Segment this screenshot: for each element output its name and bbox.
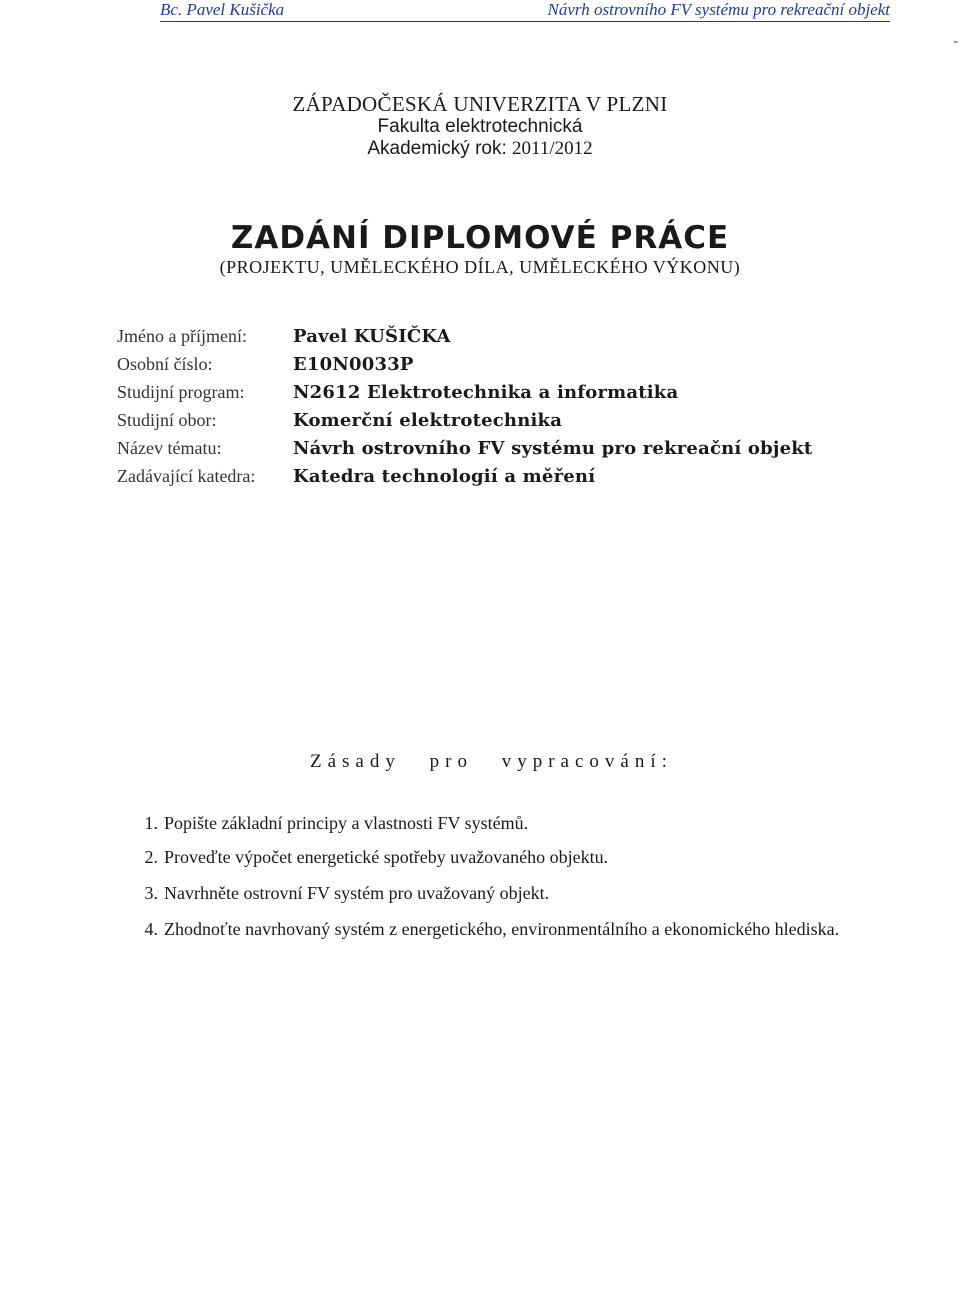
- task-number: 1.: [144, 813, 158, 833]
- task-number: 4.: [144, 919, 158, 939]
- academic-year: [0, 138, 960, 160]
- field-label: Studijní program:: [117, 382, 245, 402]
- field-label: Název tématu:: [117, 438, 222, 458]
- field-value: Katedra technologií a měření: [293, 466, 596, 487]
- task-number: 3.: [144, 883, 158, 903]
- academic-year-value: 2011/2012: [512, 138, 593, 159]
- field-label: Jméno a příjmení:: [117, 326, 247, 346]
- field-label: Osobní číslo:: [117, 354, 213, 374]
- university-name: ZÁPADOČESKÁ UNIVERZITA V PLZNI: [292, 92, 668, 116]
- field-value: Pavel KUŠIČKA: [293, 326, 451, 347]
- header-rule: [160, 21, 890, 22]
- task-text: Zhodnoťte navrhovaný systém z energetického, environmentálního a ekonomického hlediska.: [164, 919, 840, 939]
- task-number: 2.: [144, 847, 158, 867]
- field-value: E10N0033P: [293, 354, 414, 375]
- field-row-study-field: [0, 410, 960, 438]
- edge-mark: -: [953, 34, 958, 49]
- task-text: Navrhněte ostrovní FV systém pro uvažovaný objekt.: [164, 883, 550, 903]
- field-label: Studijní obor:: [117, 410, 217, 430]
- field-row-topic: [0, 438, 960, 466]
- header-author: Bc. Pavel Kušička: [160, 0, 285, 19]
- field-row-study-program: [0, 382, 960, 410]
- header-thesis-title: Návrh ostrovního FV systému pro rekreační objekt: [547, 0, 890, 19]
- field-row-personal-number: [0, 354, 960, 382]
- document-title: ZADÁNÍ DIPLOMOVÉ PRÁCE: [230, 220, 730, 256]
- field-label: Zadávající katedra:: [117, 466, 256, 486]
- field-row-name: [0, 326, 960, 354]
- field-value: Komerční elektrotechnika: [293, 410, 563, 431]
- task-text: Popište základní principy a vlastnosti FV systémů.: [164, 813, 529, 833]
- faculty-name: Fakulta elektrotechnická: [377, 116, 583, 137]
- document-subtitle: (PROJEKTU, UMĚLECKÉHO DÍLA, UMĚLECKÉHO VÝKONU): [219, 257, 741, 277]
- field-value: Návrh ostrovního FV systému pro rekreační objekt: [293, 438, 813, 459]
- field-value: N2612 Elektrotechnika a informatika: [293, 382, 679, 403]
- field-row-department: [0, 466, 960, 494]
- running-header: [0, 0, 960, 22]
- section-title: Zásady pro vypracování:: [310, 751, 673, 772]
- task-text: Proveďte výpočet energetické spotřeby uvažovaného objektu.: [164, 847, 609, 867]
- academic-year-label: Akademický rok:: [367, 138, 507, 159]
